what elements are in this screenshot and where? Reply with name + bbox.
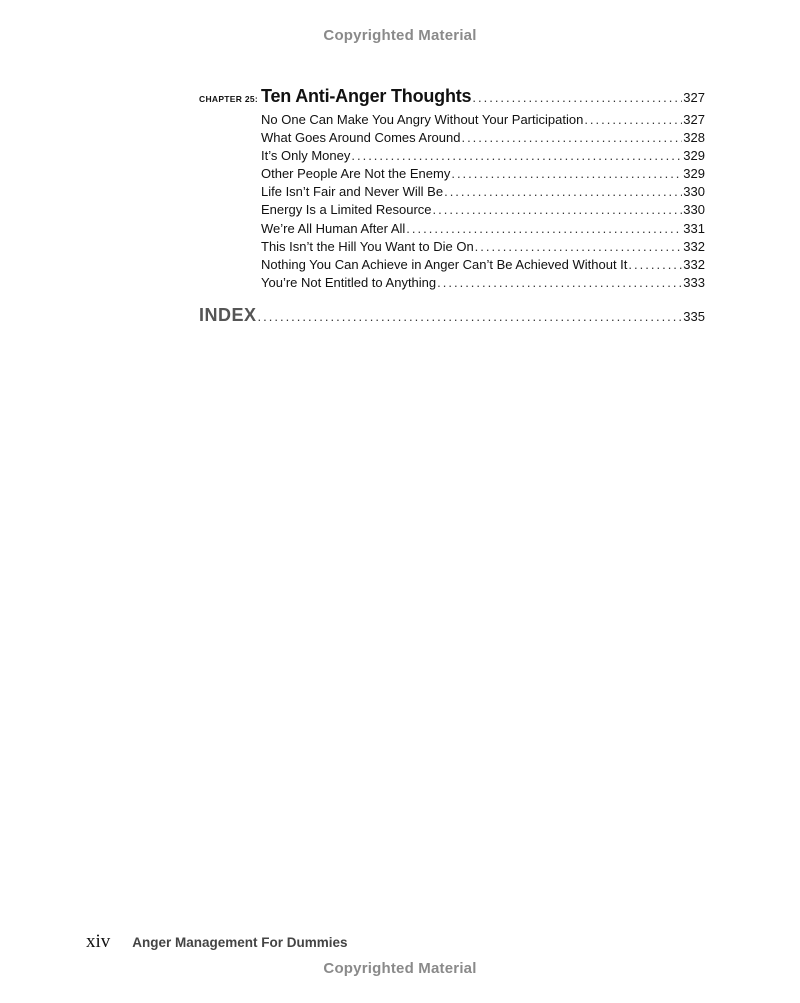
copyright-watermark-bottom: Copyrighted Material <box>323 960 477 977</box>
section-title: Nothing You Can Achieve in Anger Can’t Be Achieved Without It <box>261 256 628 272</box>
toc-section-entry[interactable] <box>261 275 705 293</box>
dot-leader <box>444 184 682 199</box>
chapter-entry[interactable] <box>199 86 705 112</box>
section-page-number: 330 <box>683 202 705 218</box>
toc-section-entry[interactable] <box>261 184 705 202</box>
section-title: You’re Not Entitled to Anything <box>261 274 437 290</box>
dot-leader <box>628 257 682 272</box>
page-footer <box>86 931 348 953</box>
dot-leader <box>461 130 682 145</box>
section-page-number: 333 <box>683 274 705 290</box>
section-page-number: 332 <box>683 238 705 254</box>
dot-leader <box>351 148 682 163</box>
dot-leader <box>437 275 682 290</box>
section-page-number: 329 <box>683 166 705 182</box>
chapter-title: Ten Anti-Anger Thoughts <box>261 86 472 106</box>
toc-section-entry[interactable] <box>261 148 705 166</box>
dot-leader <box>584 112 682 127</box>
index-page-number: 335 <box>683 308 705 324</box>
section-title: Other People Are Not the Enemy <box>261 166 451 182</box>
running-book-title: Anger Management For Dummies <box>132 935 348 950</box>
section-title: What Goes Around Comes Around <box>261 130 461 146</box>
dot-leader <box>433 202 683 217</box>
page-folio: xiv <box>86 931 111 952</box>
toc-section-entry[interactable] <box>261 257 705 275</box>
section-title: This Isn’t the Hill You Want to Die On <box>261 238 474 254</box>
section-page-number: 328 <box>683 130 705 146</box>
toc-section-entry[interactable] <box>261 130 705 148</box>
section-title: Life Isn’t Fair and Never Will Be <box>261 184 444 200</box>
toc-section-entry[interactable] <box>261 239 705 257</box>
section-page-number: 331 <box>683 220 705 236</box>
index-entry[interactable] <box>199 305 705 329</box>
section-page-number: 329 <box>683 148 705 164</box>
dot-leader <box>406 221 682 236</box>
chapter-page-number: 327 <box>683 90 705 105</box>
copyright-watermark-top: Copyrighted Material <box>323 27 477 44</box>
dot-leader <box>475 239 683 254</box>
chapter-label: CHAPTER 25: <box>199 94 259 104</box>
section-title: Energy Is a Limited Resource <box>261 202 432 218</box>
section-page-number: 327 <box>683 112 705 127</box>
section-title: No One Can Make You Angry Without Your Participation <box>261 112 584 127</box>
section-page-number: 330 <box>683 184 705 200</box>
index-title: INDEX <box>199 304 257 325</box>
section-page-number: 332 <box>683 256 705 272</box>
toc-section-entry[interactable] <box>261 166 705 184</box>
dot-leader <box>472 90 682 105</box>
section-title: We’re All Human After All <box>261 220 406 236</box>
toc-section-entry[interactable] <box>261 202 705 220</box>
dot-leader <box>451 166 682 181</box>
table-of-contents <box>199 86 705 329</box>
toc-section-entry[interactable] <box>261 221 705 239</box>
dot-leader <box>258 309 683 324</box>
toc-section-entry[interactable] <box>261 112 705 130</box>
section-title: It’s Only Money <box>261 148 351 164</box>
